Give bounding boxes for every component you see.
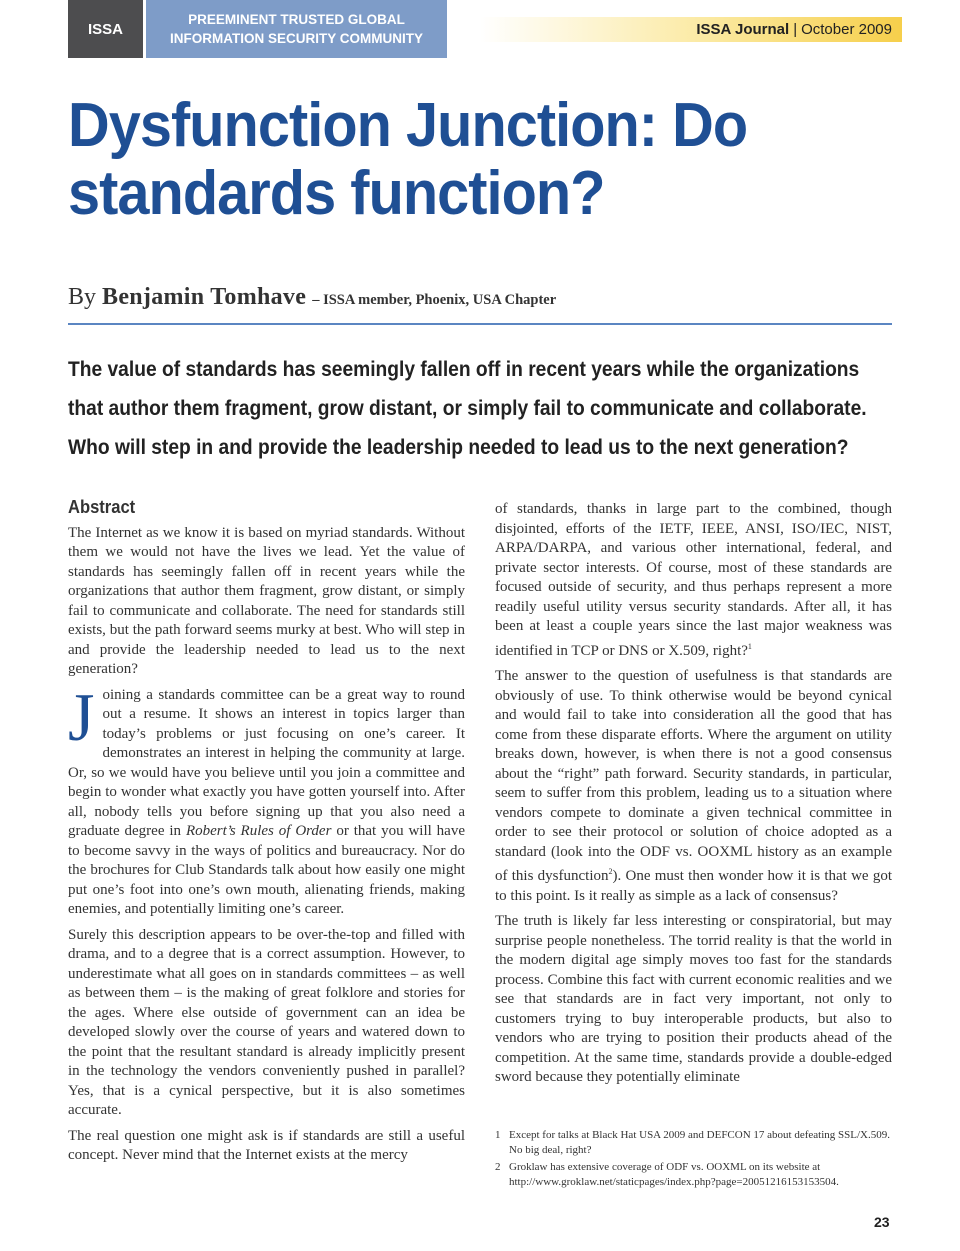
abstract-heading: Abstract — [68, 497, 136, 517]
page-number: 23 — [874, 1214, 890, 1230]
footnote-text: Except for talks at Black Hat USA 2009 and DEFCON 17 about defeating SSL/X.509. No big deal, right? — [509, 1129, 890, 1156]
byline-divider — [68, 323, 892, 325]
body-paragraph-1 — [68, 678, 465, 920]
section-label: ISSA — [68, 0, 143, 58]
body-paragraph-1-text-a: oining a standards committee can be a great way to round out a resume. It shows an interest in topics larger than today’s problems or just focusing on one’s career. It demonstrates an interest in helping the community at large. Or, so we would have you believe until you join a committee and begin to wonder what exactly you have gotten yourself into. After all, nobody tells you before signing up that you also need a graduate degree in — [68, 686, 465, 839]
byline-prefix: By — [68, 284, 97, 310]
body-paragraph-3: The real question one might ask is if standards are still a useful concept. Never mind that the Internet exists at the mercy — [68, 1127, 465, 1163]
body-paragraph-5-text-b: ). One must then wonder how it is that we got to this point. Is it really as simple as a lack of consensus? — [495, 868, 893, 904]
article-deck: The value of standards has seemingly fallen off in recent years while the organizations that author them fragment, grow distant, or simply fail to communicate and collaborate. Who will step in and provide the leadership needed to lead us to the next generation? — [68, 358, 867, 459]
byline — [68, 284, 892, 311]
footnote-item — [495, 1160, 895, 1190]
column-right — [495, 500, 892, 1094]
community-tagline — [146, 0, 447, 58]
article-title: Dysfunction Junction: Do standards function? — [68, 91, 748, 228]
footnote-ref-2[interactable]: 2 — [608, 867, 613, 876]
journal-issue: October 2009 — [801, 21, 892, 38]
body-paragraph-1-italic: Robert’s Rules of Order — [185, 823, 332, 839]
footnote-number: 2 — [495, 1161, 501, 1173]
body-paragraph-2: Surely this description appears to be over-the-top and filled with drama, and to a degree that is a correct assumption. However, to underestimate what all goes on in standards committees – as well as between them – is the making of great folklore and stories for the ages. Where else outside of government can an idea be developed slowly over the course of years and watered down to the point that the resultant standard is already implicitly present in the technology the vendors conveniently pushed in parallel? Yes, that is a cynical perspective, but it is also sometimes accurate. — [68, 926, 465, 1118]
column-left — [68, 498, 465, 1172]
tagline-line-1: PREEMINENT TRUSTED GLOBAL — [188, 12, 405, 27]
author-name: Benjamin Tomhave — [102, 284, 307, 310]
body-paragraph-1-text-b: or that you will have to become savvy in the ways of politics and bureaucracy. Nor do the brochures for Club Standards talk about how easily one might put one’s foot into one’s own mouth, alienating friends, making enemies, and potentially limiting one’s career. — [68, 823, 465, 917]
footnote-item — [495, 1128, 895, 1158]
body-paragraph-6: The truth is likely far less interesting or conspiratorial, but may surprise people nonetheless. The torrid reality is that the world in the modern digital age simply moves too fast for the standards process. Combine this fact with current economic realities and we see that standards are in fact very important, not only to customers trying to buy interoperable products, but also to vendors who are trying to position their products ahead of the competition. At the same time, standards provide a double-edged sword because they potentially eliminate — [495, 913, 892, 1085]
drop-cap: J — [68, 678, 95, 755]
body-paragraph-4-text: of standards, thanks in large part to the combined, though disjointed, efforts of the IETF, IEEE, ANSI, ISO/IEC, NIST, ARPA/DARPA, and various other international, federal, and private sector interests. Of course, most of these standards are focused outside of security, and thus perhaps represent a more readily useful utility versus security standards. After all, it has been at least a couple years since the last major weakness was identified in TCP or DNS or X.509, right? — [495, 501, 892, 659]
body-paragraph-5-text-a: The answer to the question of usefulness is that standards are obviously of use. To think otherwise would be beyond cynical and would fail to take into consideration all the good that has come from these disparate efforts. Where the argument on utility breaks down, however, is when there is not a good consensus about the “right” path forward. Security standards, in particular, seem to suffer from this problem, leading us to a situation where vendors compete to dominate a given technical committee in order to see their protocol or solution of choice adopted as a standard (look into the ODF vs. OOXML history as an example of this dysfunction — [495, 668, 892, 884]
body-paragraph-5 — [495, 667, 892, 906]
footnote-text: Groklaw has extensive coverage of ODF vs. OOXML on its website at http://www.groklaw.net/staticpages/index.php?page=20051216153153504. — [509, 1161, 839, 1188]
footnote-ref-1[interactable]: 1 — [747, 641, 752, 651]
body-paragraph-4 — [495, 500, 892, 661]
author-affiliation: – ISSA member, Phoenix, USA Chapter — [312, 292, 557, 308]
footnotes — [495, 1128, 895, 1192]
abstract-paragraph: The Internet as we know it is based on myriad standards. Without them we would not have the lives we lead. Yet the value of standards has seemingly fallen off in recent years while the organizations that author them fragment, grow distant, or simply fail to communicate and collaborate. The need for standards still exists, but the path forward seems murky at best. Who will step in and provide the leadership needed to lead us to the next generation? — [68, 524, 465, 677]
journal-issue-banner — [480, 17, 902, 42]
journal-separator: | — [793, 21, 798, 38]
footnote-number: 1 — [495, 1129, 501, 1141]
journal-name: ISSA Journal — [696, 21, 790, 38]
tagline-line-2: INFORMATION SECURITY COMMUNITY — [170, 31, 423, 46]
